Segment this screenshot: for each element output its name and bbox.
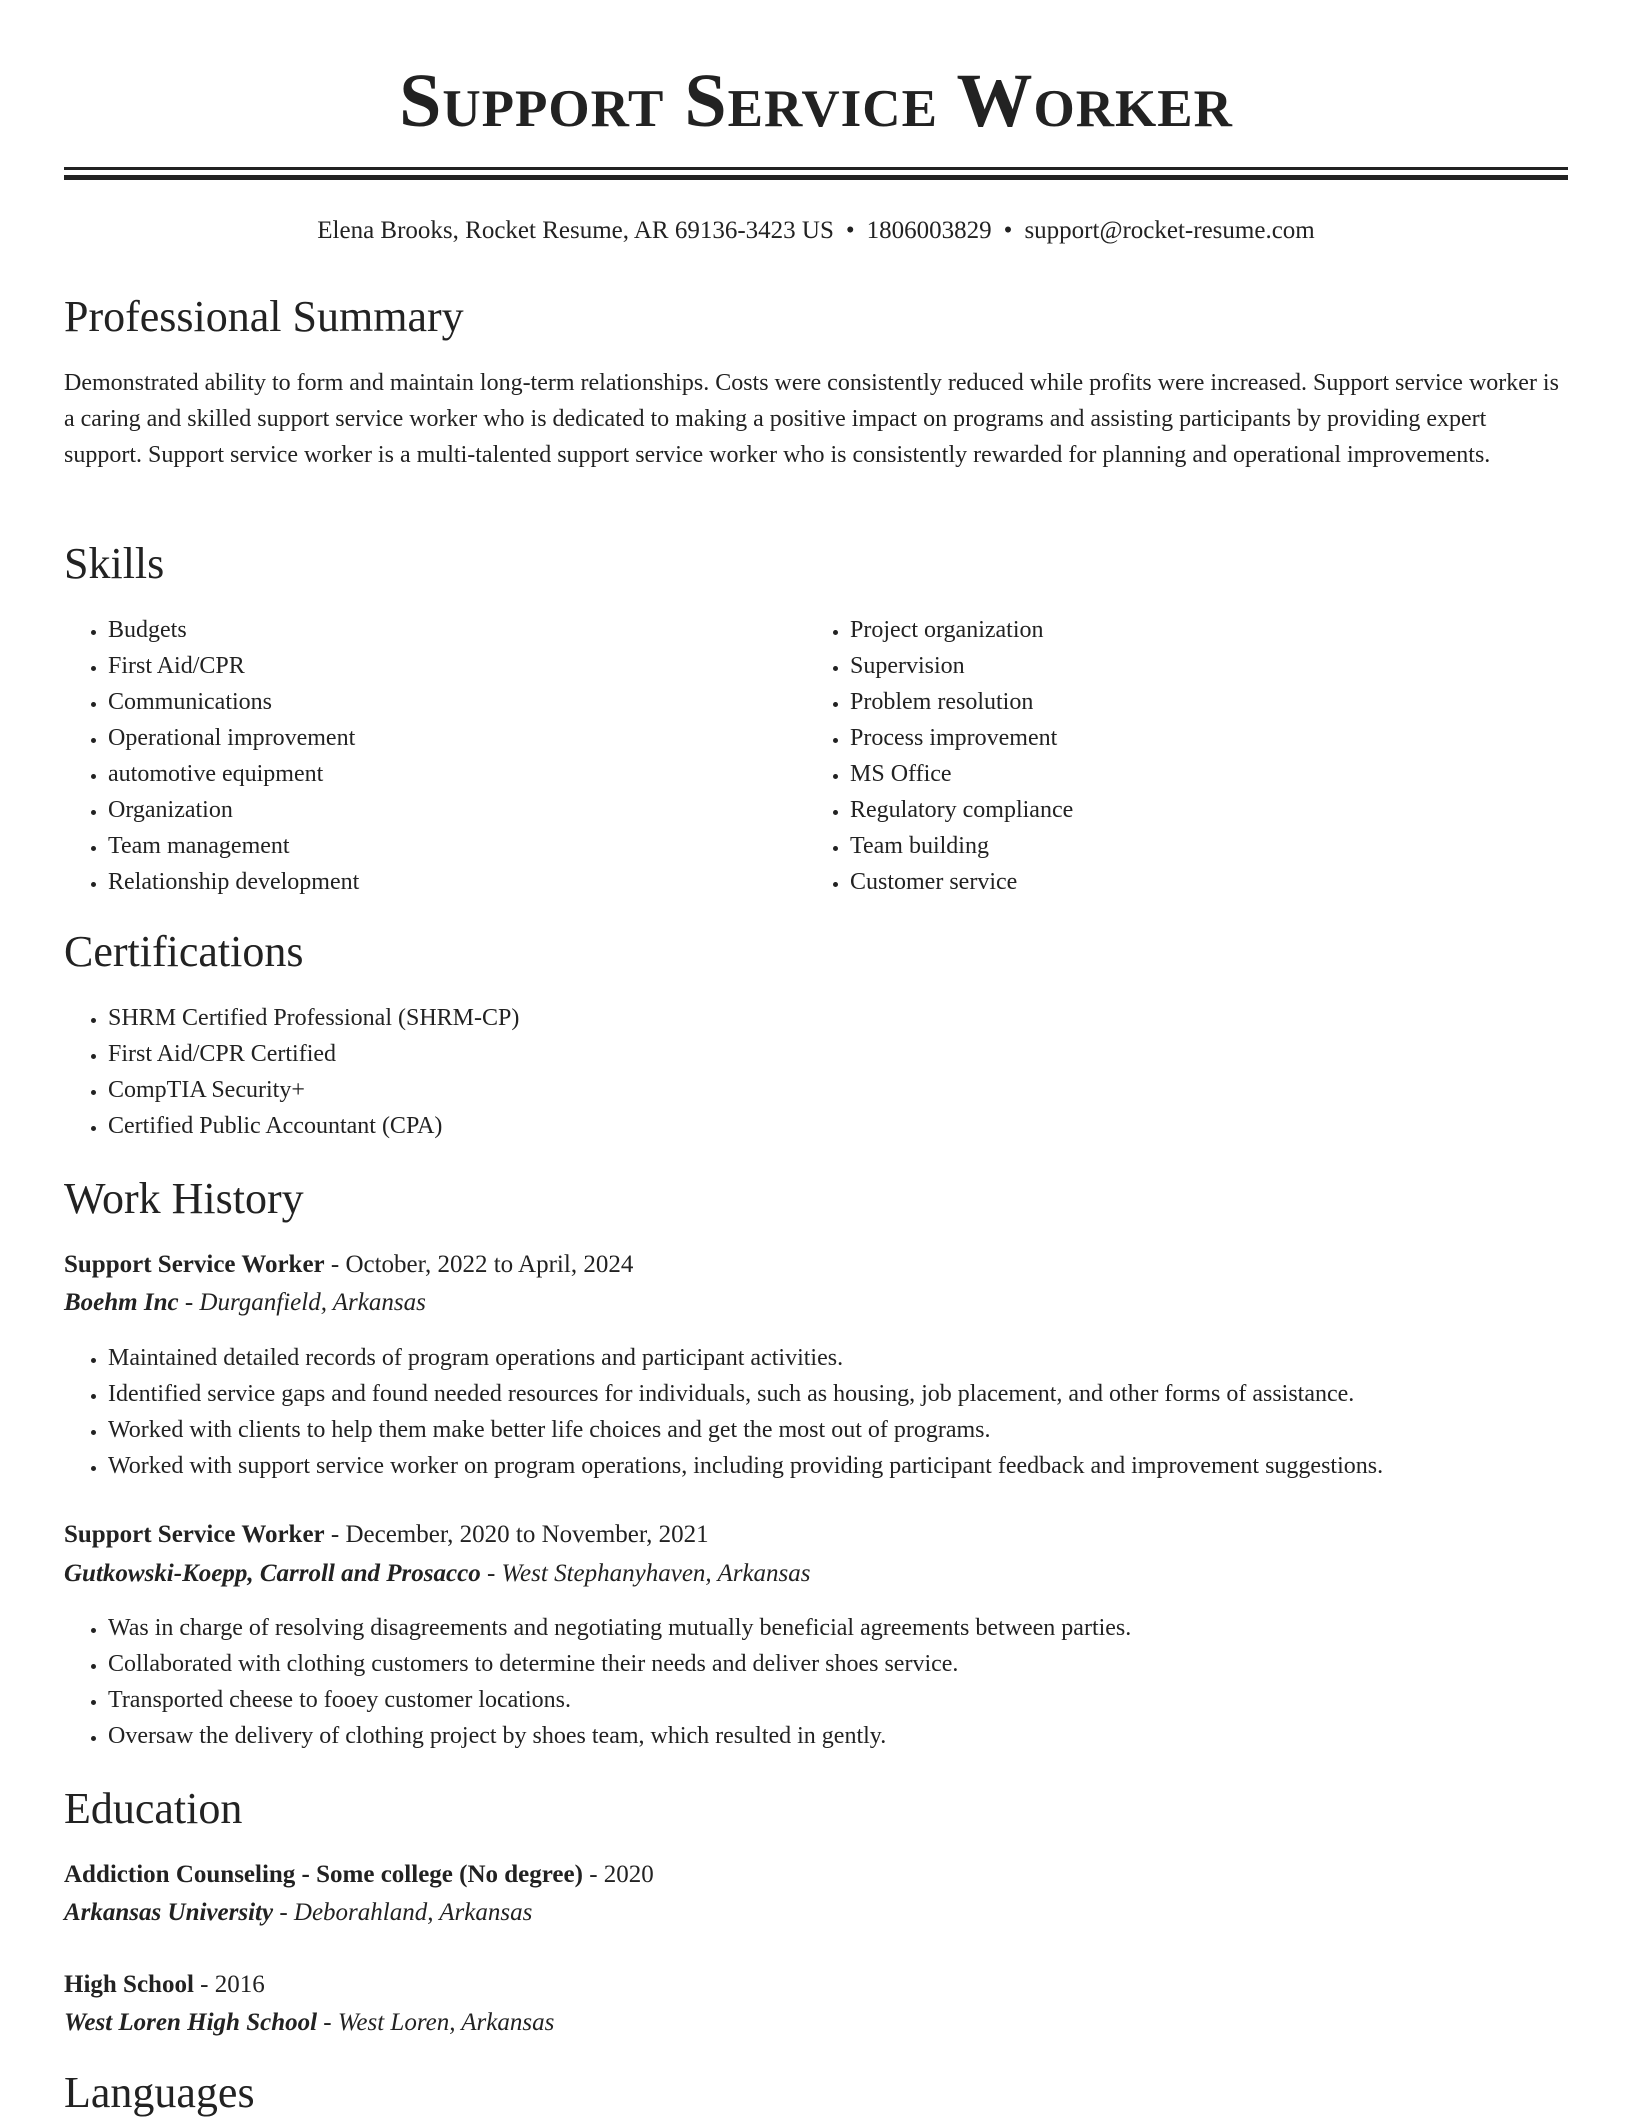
contact-location: Elena Brooks, Rocket Resume, AR 69136-3423 US: [317, 217, 834, 244]
education-degree-line: [64, 1857, 654, 1893]
job-bullets: [64, 1340, 1568, 1484]
skill-item: • Supervision: [850, 648, 1550, 684]
education-school: West Loren High School: [64, 2009, 318, 2036]
skill-item: • Relationship development: [108, 864, 808, 900]
job-company-line: [64, 1556, 811, 1592]
job-title: Support Service Worker: [64, 1521, 325, 1548]
education-degree-line: [64, 1967, 265, 2003]
skill-item: • Organization: [108, 792, 808, 828]
title-divider-thick: [64, 175, 1568, 180]
job-dates: - October, 2022 to April, 2024: [324, 1251, 634, 1278]
job-company: Boehm Inc: [64, 1289, 179, 1316]
job-bullet: • Oversaw the delivery of clothing project by shoes team, which resulted in gently.: [108, 1718, 1568, 1754]
title-divider-thin: [64, 167, 1568, 170]
skills-heading: Skills: [64, 539, 165, 588]
languages-heading: Languages: [64, 2068, 255, 2117]
resume-title: Support Service Worker: [399, 59, 1233, 143]
skill-item: • First Aid/CPR: [108, 648, 808, 684]
job-bullet: • Transported cheese to fooey customer locations.: [108, 1682, 1568, 1718]
education-year: - 2016: [193, 1971, 265, 1998]
summary-heading: Professional Summary: [64, 292, 464, 341]
skill-item: • Team management: [108, 828, 808, 864]
skill-item: • Operational improvement: [108, 720, 808, 756]
job-title-line: [64, 1517, 709, 1553]
job-bullet: • Identified service gaps and found needed resources for individuals, such as housing, job placement, and other forms of assistance.: [108, 1376, 1568, 1412]
certifications-list: [64, 1000, 1508, 1144]
contact-line: [64, 214, 1568, 248]
education-school-line: [64, 2005, 554, 2041]
job-company-line: [64, 1285, 426, 1321]
work-history-heading: Work History: [64, 1174, 304, 1223]
skill-item: • Process improvement: [850, 720, 1550, 756]
education-school-line: [64, 1895, 532, 1931]
skill-item: • Budgets: [108, 612, 808, 648]
job-bullet: • Maintained detailed records of program operations and participant activities.: [108, 1340, 1568, 1376]
skill-item: • MS Office: [850, 756, 1550, 792]
education-degree: Addiction Counseling - Some college (No degree): [64, 1861, 583, 1888]
skill-item: • Problem resolution: [850, 684, 1550, 720]
skills-list-left: [64, 612, 808, 900]
education-school: Arkansas University: [64, 1899, 274, 1926]
skill-item: • automotive equipment: [108, 756, 808, 792]
skill-item: • Project organization: [850, 612, 1550, 648]
contact-email[interactable]: support@rocket-resume.com: [1024, 217, 1315, 244]
education-location: - West Loren, Arkansas: [317, 2009, 555, 2036]
job-bullet: • Collaborated with clothing customers to determine their needs and deliver shoes service.: [108, 1646, 1568, 1682]
summary-text: Demonstrated ability to form and maintain long-term relationships. Costs were consistently reduced while profits were increased. Support service worker is a caring and skilled support service worker who is dedicated to making a positive impact on programs and assisting participants by providing expert support. Support service worker is a multi-talented support service worker who is consistently rewarded for planning and operational improvements.: [64, 370, 1559, 468]
education-heading: Education: [64, 1784, 243, 1833]
job-company: Gutkowski-Koepp, Carroll and Prosacco: [64, 1560, 481, 1587]
skill-item: • Team building: [850, 828, 1550, 864]
job-location: - West Stephanyhaven, Arkansas: [480, 1560, 811, 1587]
education-year: - 2020: [582, 1861, 654, 1888]
education-location: - Deborahland, Arkansas: [273, 1899, 533, 1926]
job-bullets: [64, 1610, 1568, 1754]
job-bullet: • Worked with clients to help them make better life choices and get the most out of programs.: [108, 1412, 1568, 1448]
job-title: Support Service Worker: [64, 1251, 325, 1278]
job-dates: - December, 2020 to November, 2021: [324, 1521, 709, 1548]
job-bullet: • Worked with support service worker on program operations, including providing participant feedback and improvement suggestions.: [108, 1448, 1568, 1484]
certification-item: • First Aid/CPR Certified: [108, 1036, 1508, 1072]
job-bullet: • Was in charge of resolving disagreements and negotiating mutually beneficial agreements between parties.: [108, 1610, 1568, 1646]
skill-item: • Communications: [108, 684, 808, 720]
job-title-line: [64, 1247, 633, 1283]
certifications-heading: Certifications: [64, 927, 304, 976]
skill-item: • Regulatory compliance: [850, 792, 1550, 828]
certification-item: • SHRM Certified Professional (SHRM-CP): [108, 1000, 1508, 1036]
contact-separator: •: [1003, 217, 1013, 244]
skills-list-right: [806, 612, 1550, 900]
contact-separator: •: [845, 217, 855, 244]
education-degree: High School: [64, 1971, 194, 1998]
skill-item: • Customer service: [850, 864, 1550, 900]
certification-item: • Certified Public Accountant (CPA): [108, 1108, 1508, 1144]
contact-phone: 1806003829: [866, 217, 992, 244]
certification-item: • CompTIA Security+: [108, 1072, 1508, 1108]
job-location: - Durganfield, Arkansas: [178, 1289, 426, 1316]
